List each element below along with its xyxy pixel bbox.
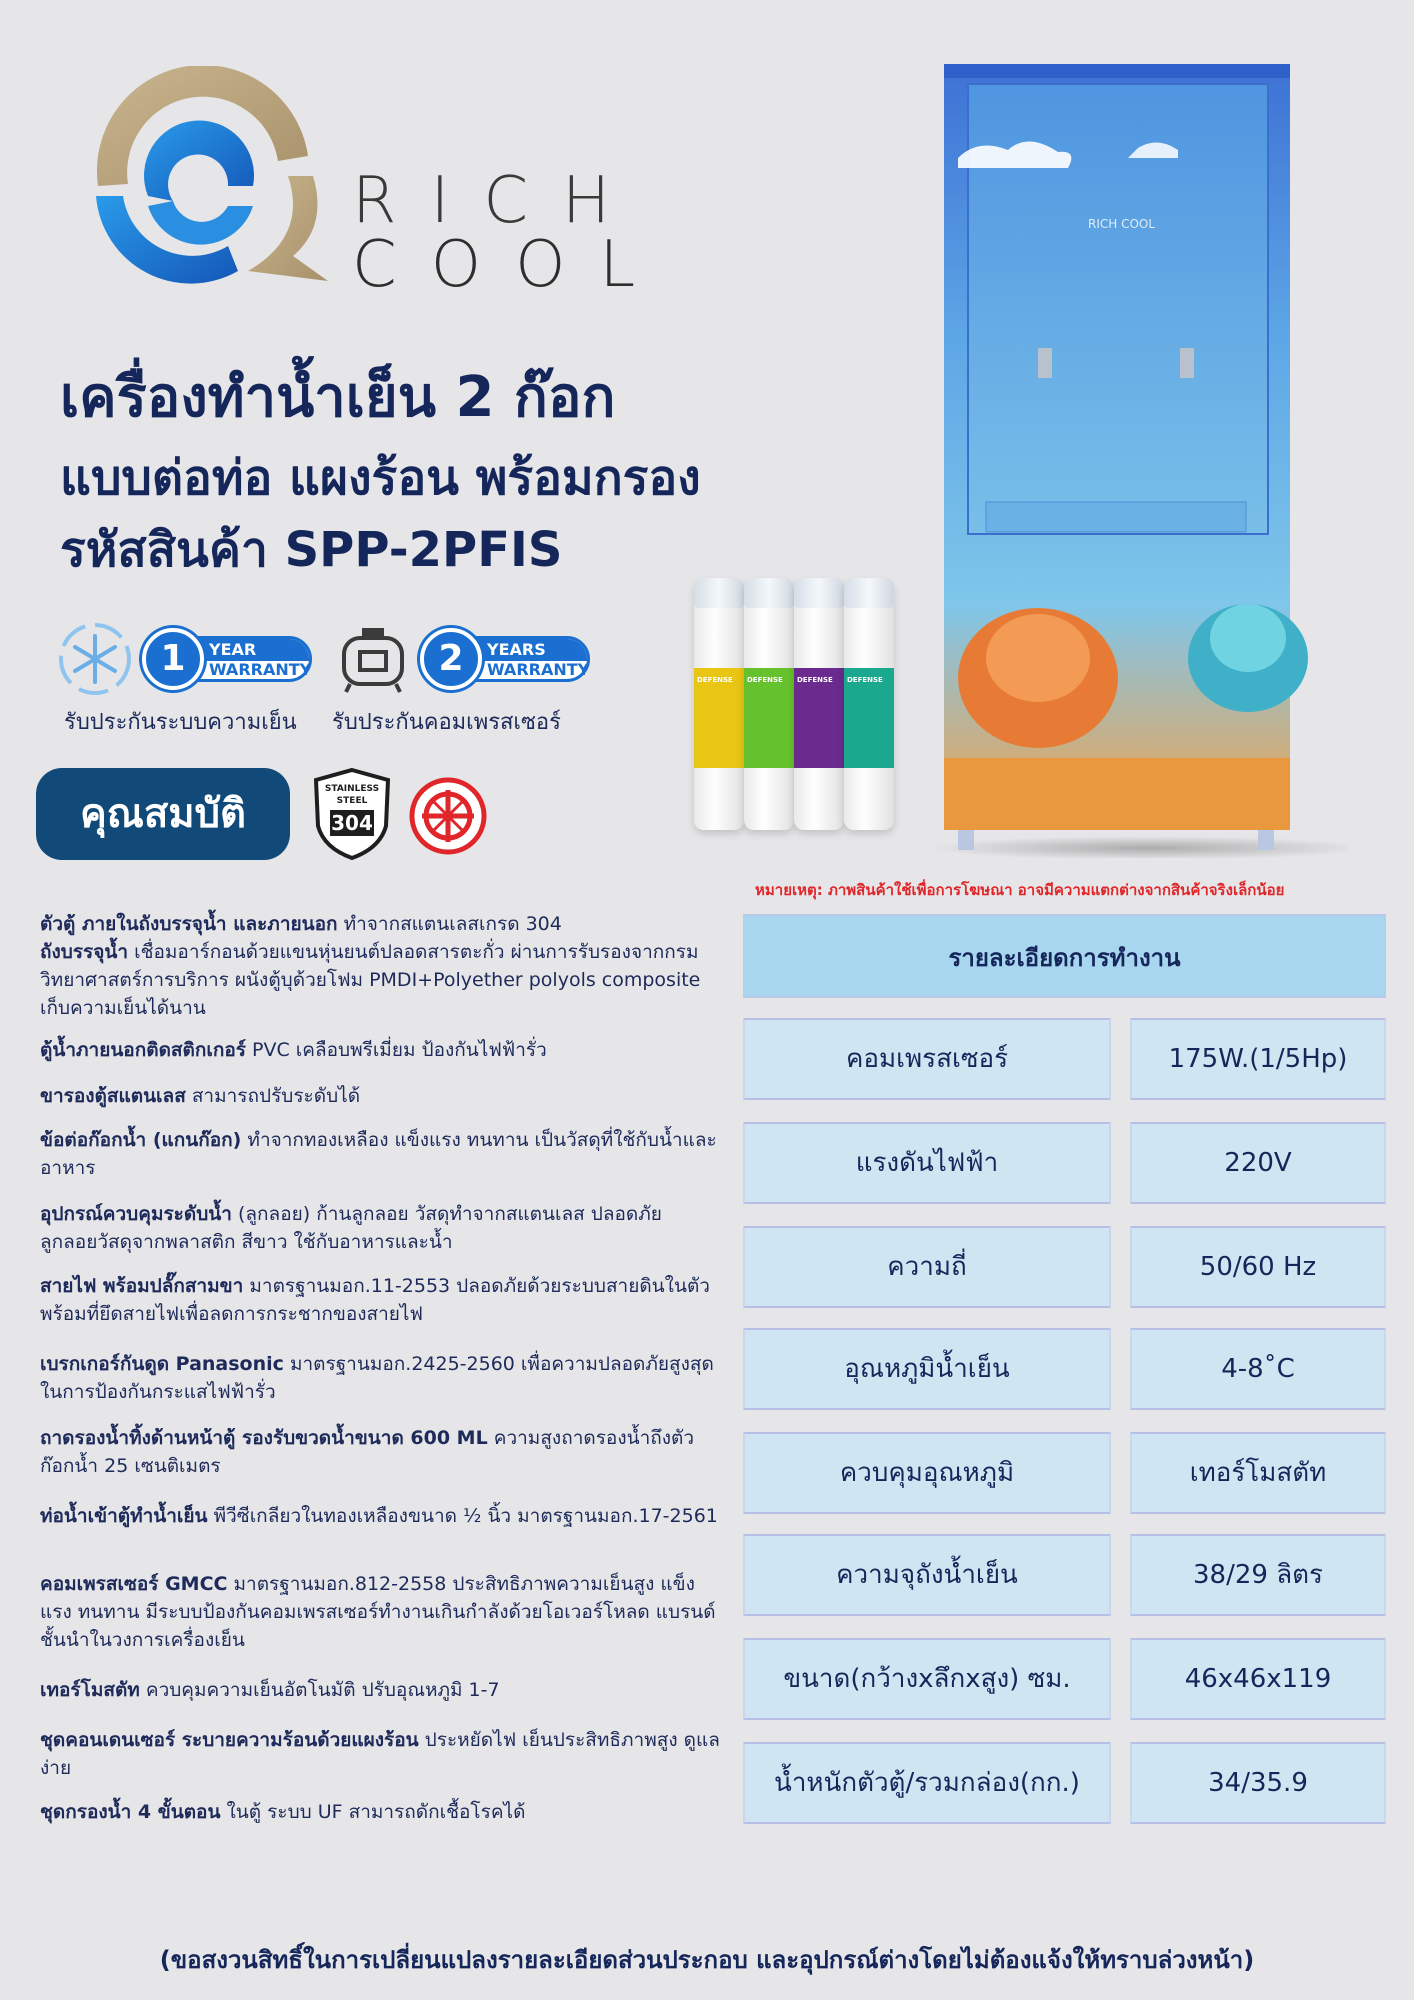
feature-item: สายไฟ พร้อมปลั๊กสามขา มาตรฐานมอก.11-2553 ปลอดภัยด้วยระบบสายดินในตัว พร้อมที่ยึดสายไฟเพื่อลดการกระชากของสายไฟ (40, 1275, 710, 1325)
water-cooler-product-image (928, 58, 1348, 858)
spec-label: ขนาด(กว้างxลึกxสูง) ซม. (743, 1638, 1111, 1720)
snowflake-icon (58, 622, 132, 696)
filter-brand-label: DEFENSE (697, 676, 733, 684)
stainless-label: STAINLESS (324, 784, 380, 794)
warranty-compressor (336, 622, 590, 700)
filter-brand-label: DEFENSE (847, 676, 883, 684)
spec-value: 50/60 Hz (1130, 1226, 1386, 1308)
product-title: เครื่องทำน้ำเย็น 2 ก๊อก (60, 365, 616, 430)
filter-cartridge (744, 578, 794, 830)
feature-item: ชุดกรองน้ำ 4 ขั้นตอน ในตู้ ระบบ UF สามารถดักเชื้อโรคได้ (40, 1801, 526, 1823)
steel-label: STEEL (336, 796, 368, 806)
spec-value: เทอร์โมสตัท (1130, 1432, 1386, 1514)
warranty-cooling (58, 622, 312, 700)
spec-label: คอมเพรสเซอร์ (743, 1018, 1111, 1100)
warranty-badge-2 (420, 628, 590, 690)
feature-item: ชุดคอนเดนเซอร์ ระบายความร้อนด้วยแผงร้อน ประหยัดไฟ เย็นประสิทธิภาพสูง ดูแลง่าย (40, 1729, 720, 1779)
filter-brand-label: DEFENSE (797, 676, 833, 684)
properties-heading: คุณสมบัติ (36, 768, 290, 860)
warranty-unit: YEARS (463, 639, 587, 661)
spec-label: อุณหภูมิน้ำเย็น (743, 1328, 1111, 1410)
compressor-icon (336, 622, 410, 696)
spec-value: 38/29 ลิตร (1130, 1534, 1386, 1616)
feature-item: อุปกรณ์ควบคุมระดับน้ำ (ลูกลอย) ก้านลูกลอย วัสดุทำจากสแตนเลส ปลอดภัย ลูกลอยวัสดุจากพลาสติก สีขาว ใช้กับอาหารและน้ำ (40, 1203, 662, 1253)
product-subtitle: แบบต่อท่อ แผงร้อน พร้อมกรอง (60, 450, 701, 506)
spec-value: 34/35.9 (1130, 1742, 1386, 1824)
stainless-steel-badge (310, 766, 394, 862)
spec-value: 46x46x119 (1130, 1638, 1386, 1720)
feature-item: คอมเพรสเซอร์ GMCC มาตรฐานมอก.812-2558 ประสิทธิภาพความเย็นสูง แข็งแรง ทนทาน มีระบบป้องกันคอมเพรสเซอร์ทำงานเกินกำลังด้วยโอเวอร์โหลด แบรนด์ชั้นนำในวงการเครื่องเย็น (40, 1573, 716, 1651)
spec-label: ความถี่ (743, 1226, 1111, 1308)
warranty-badge-1 (142, 628, 312, 690)
spec-label: ความจุถังน้ำเย็น (743, 1534, 1111, 1616)
svg-text:RICH COOL: RICH COOL (1088, 217, 1156, 231)
filter-brand-label: DEFENSE (747, 676, 783, 684)
feature-item: ถังบรรจุน้ำ เชื่อมอาร์กอนด้วยแขนหุ่นยนต์ปลอดสารตะกั่ว ผ่านการรับรองจากกรมวิทยาศาสตร์การบริการ ผนังตู้บุด้วยโฟม PMDI+Polyether polyols composite เก็บความเย็นได้นาน (40, 941, 701, 1019)
warranty-word: WARRANTY (487, 660, 590, 679)
feature-item: ข้อต่อก๊อกน้ำ (แกนก๊อก) ทำจากทองเหลือง แข็งแรง ทนทาน เป็นวัสดุที่ใช้กับน้ำและอาหาร (40, 1129, 717, 1179)
spec-label: แรงดันไฟฟ้า (743, 1122, 1111, 1204)
feature-item: ท่อน้ำเข้าตู้ทำน้ำเย็น พีวีซีเกลียวในทองเหลืองขนาด ½ นิ้ว มาตรฐานมอก.17-2561 (40, 1505, 718, 1527)
spec-value: 4-8˚C (1130, 1328, 1386, 1410)
tis-standard-icon (408, 776, 488, 856)
feature-item: ถาดรองน้ำทิ้งด้านหน้าตู้ รองรับขวดน้ำขนาด 600 ML ความสูงถาดรองน้ำถึงตัวก๊อกน้ำ 25 เซนติเมตร (40, 1427, 695, 1477)
feature-item: ขารองตู้สแตนเลส สามารถปรับระดับได้ (40, 1085, 361, 1107)
warranty-number: 1 (142, 628, 204, 690)
spec-value: 175W.(1/5Hp) (1130, 1018, 1386, 1100)
filter-cartridge (694, 578, 744, 830)
rich-cool-emblem-icon (78, 66, 358, 296)
filter-cartridge (794, 578, 844, 830)
feature-item: เทอร์โมสตัท ควบคุมความเย็นอัตโนมัติ ปรับอุณหภูมิ 1-7 (40, 1679, 500, 1701)
feature-item: ตู้น้ำภายนอกติดสติกเกอร์ PVC เคลือบพรีเมี่ยม ป้องกันไฟฟ้ารั่ว (40, 1039, 547, 1061)
warranty-word: WARRANTY (209, 660, 312, 679)
spec-label: น้ำหนักตัวตู้/รวมกล่อง(กก.) (743, 1742, 1111, 1824)
brand-logo (78, 66, 670, 302)
steel-grade: 304 (331, 811, 373, 835)
spec-label: ควบคุมอุณหภูมิ (743, 1432, 1111, 1514)
spec-value: 220V (1130, 1122, 1386, 1204)
warranty-unit: YEAR (185, 639, 309, 661)
brand-word-cool: COOL (352, 228, 670, 302)
filter-cartridge (844, 578, 894, 830)
feature-item: เบรกเกอร์กันดูด Panasonic มาตรฐานมอก.2425-2560 เพื่อความปลอดภัยสูงสุดในการป้องกันกระแสไฟฟ้ารั่ว (40, 1353, 714, 1403)
warranty-number: 2 (420, 628, 482, 690)
brand-word-rich: RICH (352, 164, 645, 238)
product-code: รหัสสินค้า SPP-2PFIS (60, 522, 563, 578)
warranty-caption-compressor: รับประกันคอมเพรสเซอร์ (332, 710, 561, 735)
filter-cartridges-image (690, 578, 900, 830)
spec-table-header: รายละเอียดการทำงาน (743, 914, 1386, 998)
disclaimer-note: หมายเหตุ: ภาพสินค้าใช้เพื่อการโฆษณา อาจมีความแตกต่างจากสินค้าจริงเล็กน้อย (755, 881, 1285, 899)
warranty-caption-cooling: รับประกันระบบความเย็น (64, 710, 297, 735)
footer-disclaimer: (ขอสงวนสิทธิ์ในการเปลี่ยนแปลงรายละเอียดส่วนประกอบ และอุปกรณ์ต่างโดยไม่ต้องแจ้งให้ทราบล่วงหน้า) (159, 1946, 1255, 1974)
feature-item: ตัวตู้ ภายในถังบรรจุน้ำ และภายนอก ทำจากสแตนเลสเกรด 304 (40, 913, 562, 935)
